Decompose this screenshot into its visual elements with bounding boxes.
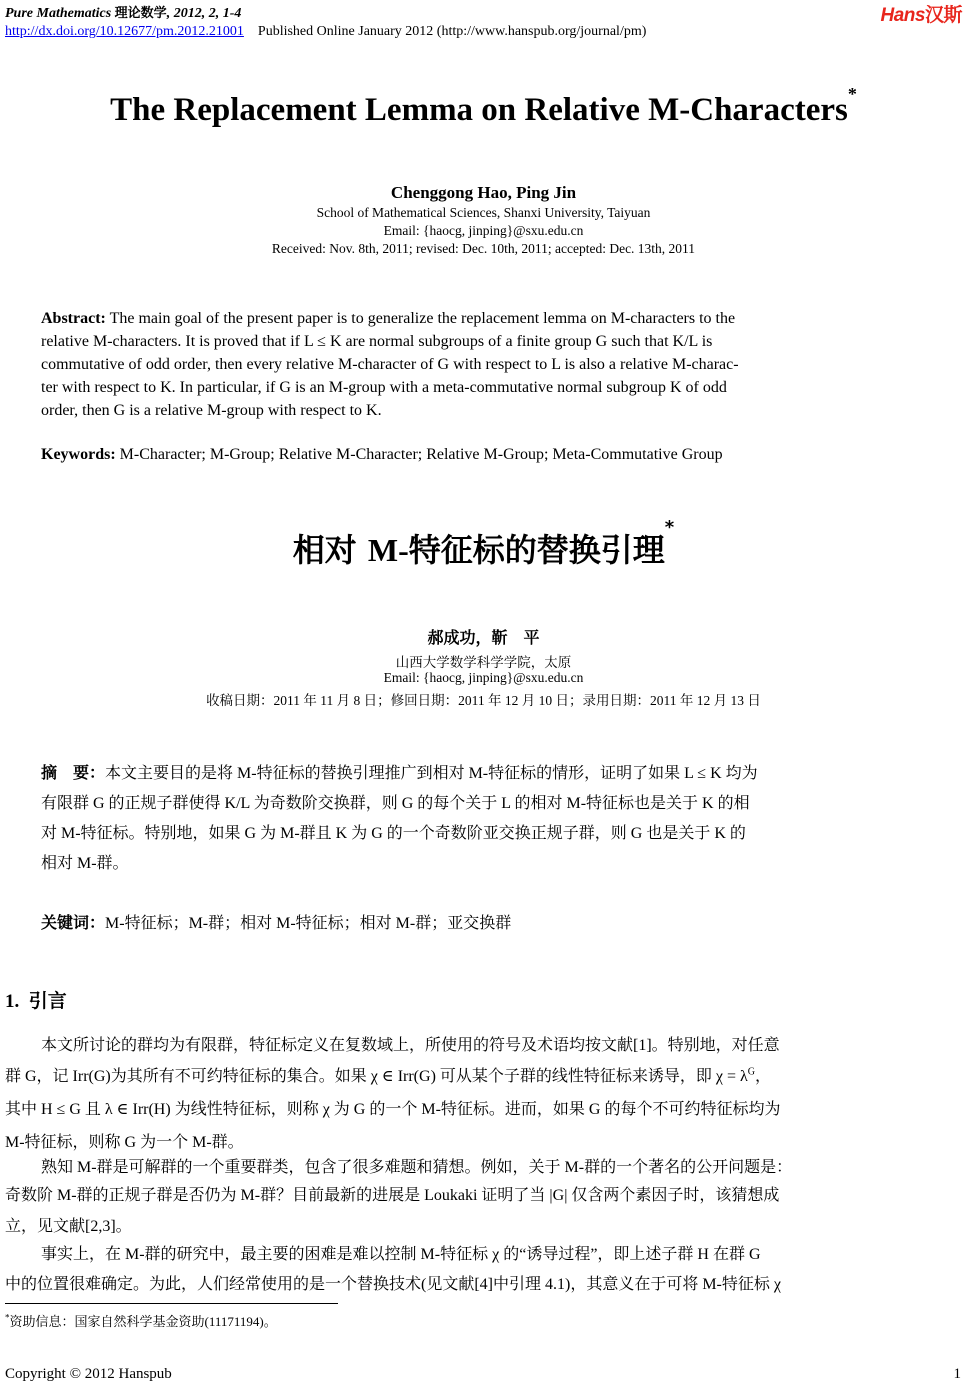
author-email-cn: Email: {haocg, jinping}@sxu.edu.cn [383,670,584,685]
copyright: Copyright © 2012 Hanspub [5,1366,172,1382]
keywords [41,446,925,464]
abstract-cn-line: 有限群 G 的正规子群使得 K/L 为奇数阶交换群，则 G 的每个关于 L 的相对 M-特征标也是关于 K 的相 [41,795,750,812]
paper-title-text: The Replacement Lemma on Relative M-Characters [110,92,848,128]
abstract [41,307,925,422]
title-footnote-mark: * [847,84,857,104]
keywords-label: Keywords: [41,446,116,463]
body-line: 中的位置很难确定。为此，人们经常使用的是一个替换技术(见文献[4]中引理 4.1)，其意义在于可将 M-特征标 χ [5,1276,781,1293]
logo-text-cn: 汉斯 [924,5,962,26]
abstract-line: order, then G is a relative M-group with respect to K. [41,402,382,419]
body-line: 立，见文献[2,3]。 [5,1218,132,1235]
footnote-text: 资助信息：国家自然科学基金资助(11171194)。 [9,1314,277,1329]
affiliation-cn: 山西大学数学科学学院，太原 [395,655,572,670]
journal-name-cn: 理论数学 [114,6,167,21]
authors: Chenggong Hao, Ping Jin [390,183,577,202]
affiliation: School of Mathematical Sciences, Shanxi University, Taiyuan [316,205,651,220]
journal-header [5,2,241,22]
body-line: M-特征标，则称 G 为一个 M-群。 [5,1134,244,1151]
abstract-line: ter with respect to K. In particular, if G is an M-group with a meta-commutative normal subgroup K of odd [41,379,727,396]
abstract-line: relative M-characters. It is proved that if L ≤ K are normal subgroups of a finite group G such that K/L is [41,333,713,350]
keywords-cn [41,910,511,933]
received-dates: Received: Nov. 8th, 2011; revised: Dec. 10th, 2011; accepted: Dec. 13th, 2011 [271,241,696,256]
abstract-line: Abstract: The main goal of the present paper is to generalize the replacement lemma on M-characters to the [41,310,736,327]
abstract-cn-label: 摘 要： [41,763,106,782]
page-number: 1 [953,1366,961,1382]
paper-title-cn: 相对 M-特征标的替换引理* [292,517,675,569]
hanspub-logo [881,0,962,27]
abstract-line: commutative of odd order, then every relative M-character of G with respect to L is also a relative M-charac- [41,356,739,373]
abstract-cn-line: 摘 要：本文主要目的是将 M-特征标的替换引理推广到相对 M-特征标的情形，证明了如果 L ≤ K 均为 [41,763,758,782]
dates-cn: 收稿日期：2011 年 11 月 8 日；修回日期：2011 年 12 月 10 日；录用日期：2011 年 12 月 13 日 [206,693,761,708]
section-heading [5,986,67,1013]
body-line: 奇数阶 M-群的正规子群是否仍为 M-群？目前最新的进展是 Loukaki 证明了当 |G| 仅含两个素因子时，该猜想成 [5,1187,780,1204]
keywords-cn-label: 关键词： [41,913,106,932]
published-info: Published Online January 2012 (http://www.hanspub.org/journal/pm) [257,24,647,39]
section-title: 引言 [28,990,67,1012]
abstract-cn-line: 对 M-特征标。特别地，如果 G 为 M-群且 K 为 G 的一个奇数阶亚交换正规子群，则 G 也是关于 K 的 [41,825,746,842]
comma: ， [755,1068,772,1085]
doi-link[interactable]: http://dx.doi.org/10.12677/pm.2012.21001 [5,24,244,39]
logo-text: Hans [880,5,925,26]
footnote [5,1311,277,1330]
abstract-label: Abstract: [41,310,106,327]
volume-info: , 2012, 2, 1-4 [166,6,242,21]
body-line: 其中 H ≤ G 且 λ ∈ Irr(H) 为线性特征标，则称 χ 为 G 的一个 M-特征标。进而，如果 G 的每个不可约特征标均为 [5,1101,781,1118]
author-email: Email: {haocg, jinping}@sxu.edu.cn [383,223,584,238]
footnote-mark: * [5,1312,10,1323]
body-line: 群 G，记 Irr(G)为其所有不可约特征标的集合。如果 χ ∈ Irr(G) 可从某个子群的线性特征标来诱导，即 $\chi = \lambda^G$， [5,1066,772,1085]
superscript: G [747,1066,756,1078]
keywords-text: M-Character; M-Group; Relative M-Character; Relative M-Group; Meta-Commutative Group [115,446,723,463]
body-line: 本文所讨论的群均为有限群，特征标定义在复数域上，所使用的符号及术语均按文献[1]。特别地，对任意 [41,1037,780,1054]
body-line: 熟知 M-群是可解群的一个重要群类，包含了很多难题和猜想。例如，关于 M-群的一个著名的公开问题是： [41,1159,793,1176]
abstract-cn-line: 相对 M-群。 [41,855,129,872]
abstract-cn [41,758,925,879]
paper-title [0,84,967,129]
title-cn-footnote-mark: * [664,517,675,538]
body-line: 事实上，在 M-群的研究中，最主要的困难是难以控制 M-特征标 χ 的“诱导过程”，即上述子群 H 在群 G [41,1246,761,1263]
keywords-cn-text: M-特征标；M-群；相对 M-特征标；相对 M-群；亚交换群 [105,915,512,932]
journal-name: Pure Mathematics [5,6,112,21]
footnote-rule [5,1303,338,1304]
section-number: 1. [5,991,20,1012]
authors-cn: 郝成功，靳 平 [427,628,540,647]
header-doi-line [5,24,646,40]
